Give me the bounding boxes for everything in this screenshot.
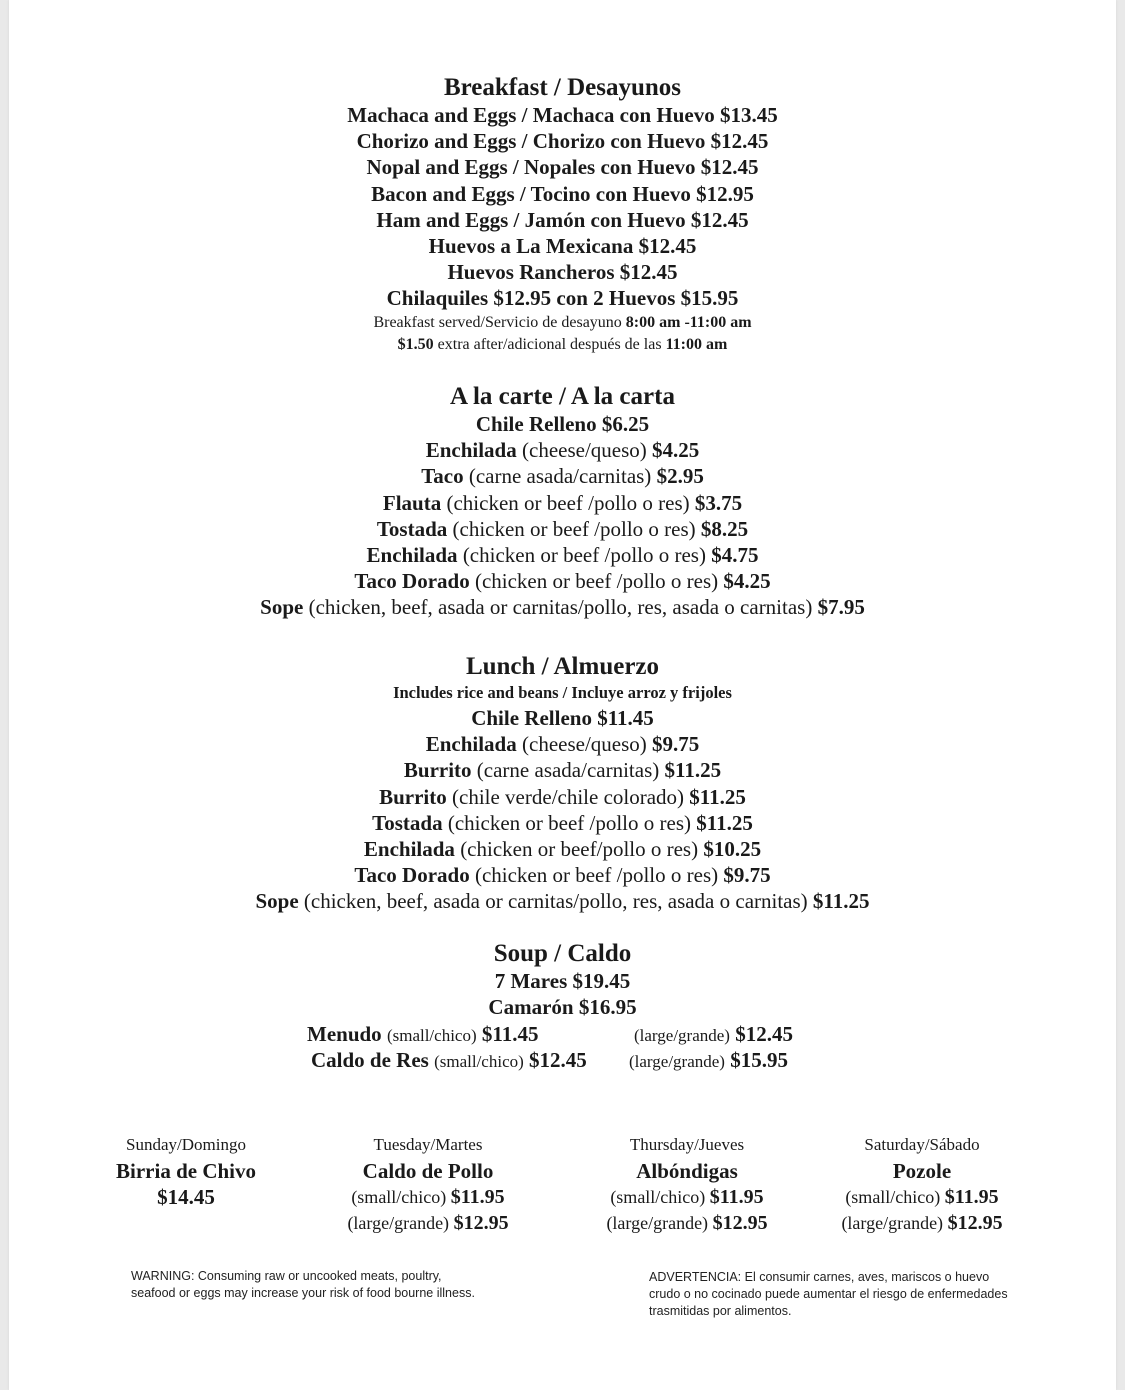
soup-item: 7 Mares $19.45 (494, 969, 631, 993)
special-small-label: (small/chico) (845, 1187, 941, 1207)
menu-item-name: Burrito (379, 784, 447, 809)
menu-item-price: $9.75 (652, 732, 700, 757)
caldo-res-small-label: (small/chico) (434, 1052, 524, 1071)
menudo-name: Menudo (307, 1022, 382, 1046)
menu-item-name: Taco Dorado (354, 569, 470, 594)
special-day: Tuesday/Martes (373, 1135, 483, 1154)
menu-item (9, 437, 1116, 463)
special-small-price: $11.95 (944, 1186, 999, 1208)
special-saturday (802, 1132, 1042, 1236)
breakfast-section (9, 74, 1116, 356)
menu-item-price: $4.25 (723, 569, 771, 594)
breakfast-extra-note (9, 334, 1116, 356)
a-la-carte-section (9, 383, 1116, 621)
menu-item-price: $4.75 (711, 543, 759, 568)
breakfast-extra-price: $1.50 (397, 335, 434, 353)
special-dish: Birria de Chivo (116, 1159, 256, 1183)
caldo-res-small (311, 1047, 587, 1075)
special-day: Thursday/Jueves (629, 1135, 745, 1154)
special-small-price-line (802, 1184, 1042, 1210)
menu-item (9, 810, 1116, 836)
breakfast-extra-time: 11:00 am (665, 335, 728, 353)
breakfast-hours-note (9, 312, 1116, 334)
caldo-res-large-label: (large/grande) (629, 1052, 725, 1071)
breakfast-item: Chilaquiles $12.95 con 2 Huevos $15.95 (386, 286, 739, 311)
menu-item (9, 594, 1116, 620)
special-large-price-line (802, 1210, 1042, 1236)
menudo-small-label: (small/chico) (386, 1026, 477, 1045)
special-large-price: $12.95 (712, 1212, 768, 1234)
caldo-res-large-price: $15.95 (730, 1048, 788, 1072)
menu-item (9, 784, 1116, 810)
menu-item (9, 836, 1116, 862)
caldo-res-name: Caldo de Res (311, 1048, 429, 1072)
soup-title: Soup / Caldo (493, 940, 632, 967)
menu-item-price: $7.95 (817, 595, 865, 620)
menu-item-description: (chicken or beef/pollo o res) (460, 837, 704, 862)
menu-item-price: $8.25 (700, 516, 749, 541)
menu-item-name: Sope (260, 595, 304, 620)
special-small-price: $11.95 (450, 1186, 505, 1208)
breakfast-title: Breakfast / Desayunos (443, 74, 682, 101)
menudo-large-price: $12.45 (735, 1022, 793, 1046)
menu-item-description: (chicken or beef /pollo o res) (474, 863, 719, 888)
menudo-small-price: $11.45 (481, 1022, 539, 1046)
menu-page (9, 0, 1116, 1390)
menu-item-description: (cheese/queso) (522, 732, 647, 757)
menu-item (9, 757, 1116, 783)
menu-item-name: Tostada (376, 516, 448, 541)
menu-item (9, 463, 1116, 489)
special-large-label: (large/grande) (841, 1213, 944, 1233)
menu-item-description: (cheese/queso) (522, 438, 647, 463)
special-dish: Albóndigas (636, 1159, 738, 1183)
lunch-subtitle: Includes rice and beans / Incluye arroz y frijoles (393, 683, 732, 702)
menu-item-price: $11.45 (597, 706, 654, 730)
lunch-title: Lunch / Almuerzo (465, 653, 660, 680)
menu-item-description: (chicken, beef, asada or carnitas/pollo, res, asada o carnitas) (308, 595, 813, 620)
menu-item-name: Tostada (372, 810, 443, 835)
menu-item (9, 542, 1116, 568)
menu-item-name: Enchilada (366, 543, 458, 568)
menu-item-description: (chicken or beef /pollo o res) (452, 516, 701, 541)
menu-item-description: (chile verde/chile colorado) (452, 784, 685, 809)
special-day: Saturday/Sábado (864, 1135, 980, 1154)
menu-item-price: $4.25 (652, 438, 700, 463)
breakfast-item: Nopal and Eggs / Nopales con Huevo $12.45 (366, 155, 759, 180)
menu-item (9, 490, 1116, 516)
menu-item-price: $10.25 (703, 837, 762, 862)
menu-item (9, 731, 1116, 757)
breakfast-item: Huevos a La Mexicana $12.45 (428, 234, 697, 259)
menu-item-name: Taco Dorado (354, 863, 470, 888)
menu-item-price: $2.95 (656, 464, 704, 489)
menudo-large (634, 1021, 793, 1049)
special-small-label: (small/chico) (610, 1187, 706, 1207)
special-large-price: $12.95 (947, 1212, 1003, 1234)
menu-item-price: $11.25 (689, 784, 746, 809)
menu-item-description: (carne asada/carnitas) (468, 464, 652, 489)
menu-item-description: (chicken or beef /pollo o res) (447, 810, 691, 835)
special-large-price-line (567, 1210, 807, 1236)
menu-item-description: (chicken or beef /pollo o res) (462, 543, 712, 568)
menudo-large-label: (large/grande) (634, 1026, 730, 1045)
menu-item-description: (chicken or beef /pollo o res) (474, 569, 724, 594)
special-small-price-line (308, 1184, 548, 1210)
special-small-label: (small/chico) (351, 1187, 447, 1207)
special-day: Sunday/Domingo (126, 1135, 246, 1154)
special-large-label: (large/grande) (347, 1213, 450, 1233)
special-dish: Caldo de Pollo (362, 1159, 494, 1183)
menu-item-name: Chile Relleno (475, 412, 597, 436)
caldo-res-small-price: $12.45 (529, 1048, 587, 1072)
menu-item (9, 568, 1116, 594)
special-small-price-line (567, 1184, 807, 1210)
special-large-price: $12.95 (453, 1212, 509, 1234)
menu-item (9, 705, 1116, 731)
breakfast-item: Ham and Eggs / Jamón con Huevo $12.45 (376, 207, 749, 232)
special-thursday (567, 1132, 807, 1236)
menu-item-description: (chicken, beef, asada or carnitas/pollo, res, asada o carnitas) (303, 889, 808, 914)
caldo-res-large (629, 1047, 788, 1075)
soup-item: Camarón $16.95 (488, 995, 637, 1020)
menudo-small (307, 1021, 538, 1049)
menu-item-name: Enchilada (425, 438, 517, 463)
menu-item (9, 862, 1116, 888)
menu-item-name: Enchilada (363, 837, 455, 862)
menu-item-price: $11.25 (812, 889, 870, 914)
a-la-carte-title: A la carte / A la carta (450, 383, 675, 410)
menu-item-description: (carne asada/carnitas) (476, 758, 660, 783)
lunch-section (9, 653, 1116, 915)
special-large-label: (large/grande) (606, 1213, 709, 1233)
warning-spanish: ADVERTENCIA: El consumir carnes, aves, mariscos o huevo crudo o no cocinado puede aumentar el riesgo de enfermedades trasmitidas por alimentos. (649, 1270, 1008, 1318)
menu-item-price: $11.25 (664, 758, 722, 783)
special-dish: Pozole (892, 1159, 952, 1183)
special-large-price-line (308, 1210, 548, 1236)
menu-item (9, 888, 1116, 914)
menu-item-name: Taco (421, 464, 464, 489)
menu-item-price: $6.25 (601, 412, 650, 436)
menu-item-name: Burrito (403, 758, 472, 783)
warning-english: WARNING: Consuming raw or uncooked meats, poultry, seafood or eggs may increase your risk of food bourne illness. (131, 1269, 475, 1300)
breakfast-item: Bacon and Eggs / Tocino con Huevo $12.95 (371, 181, 754, 206)
menu-item-description: (chicken or beef /pollo o res) (446, 490, 695, 515)
menu-item (9, 411, 1116, 437)
breakfast-extra-text: extra after/adicional después de las (437, 335, 662, 353)
menu-item (9, 516, 1116, 542)
special-sunday (66, 1132, 306, 1210)
menu-item-price: $9.75 (723, 863, 771, 888)
breakfast-item: Chorizo and Eggs / Chorizo con Huevo $12.45 (356, 129, 769, 154)
special-small-price: $11.95 (709, 1186, 764, 1208)
menu-item-name: Enchilada (425, 732, 517, 757)
special-tuesday (308, 1132, 548, 1236)
menu-item-price: $3.75 (694, 490, 743, 515)
breakfast-item: Machaca and Eggs / Machaca con Huevo $13.45 (347, 103, 778, 127)
breakfast-item: Huevos Rancheros $12.45 (447, 260, 678, 285)
special-price: $14.45 (157, 1185, 215, 1209)
menu-item-name: Chile Relleno (471, 706, 592, 730)
breakfast-hours-text: Breakfast served/Servicio de desayuno (373, 313, 622, 331)
breakfast-hours-time: 8:00 am -11:00 am (625, 313, 752, 331)
menu-item-name: Sope (255, 889, 299, 914)
menu-item-name: Flauta (382, 490, 442, 515)
menu-item-price: $11.25 (696, 810, 753, 835)
soup-section (9, 940, 1116, 1020)
